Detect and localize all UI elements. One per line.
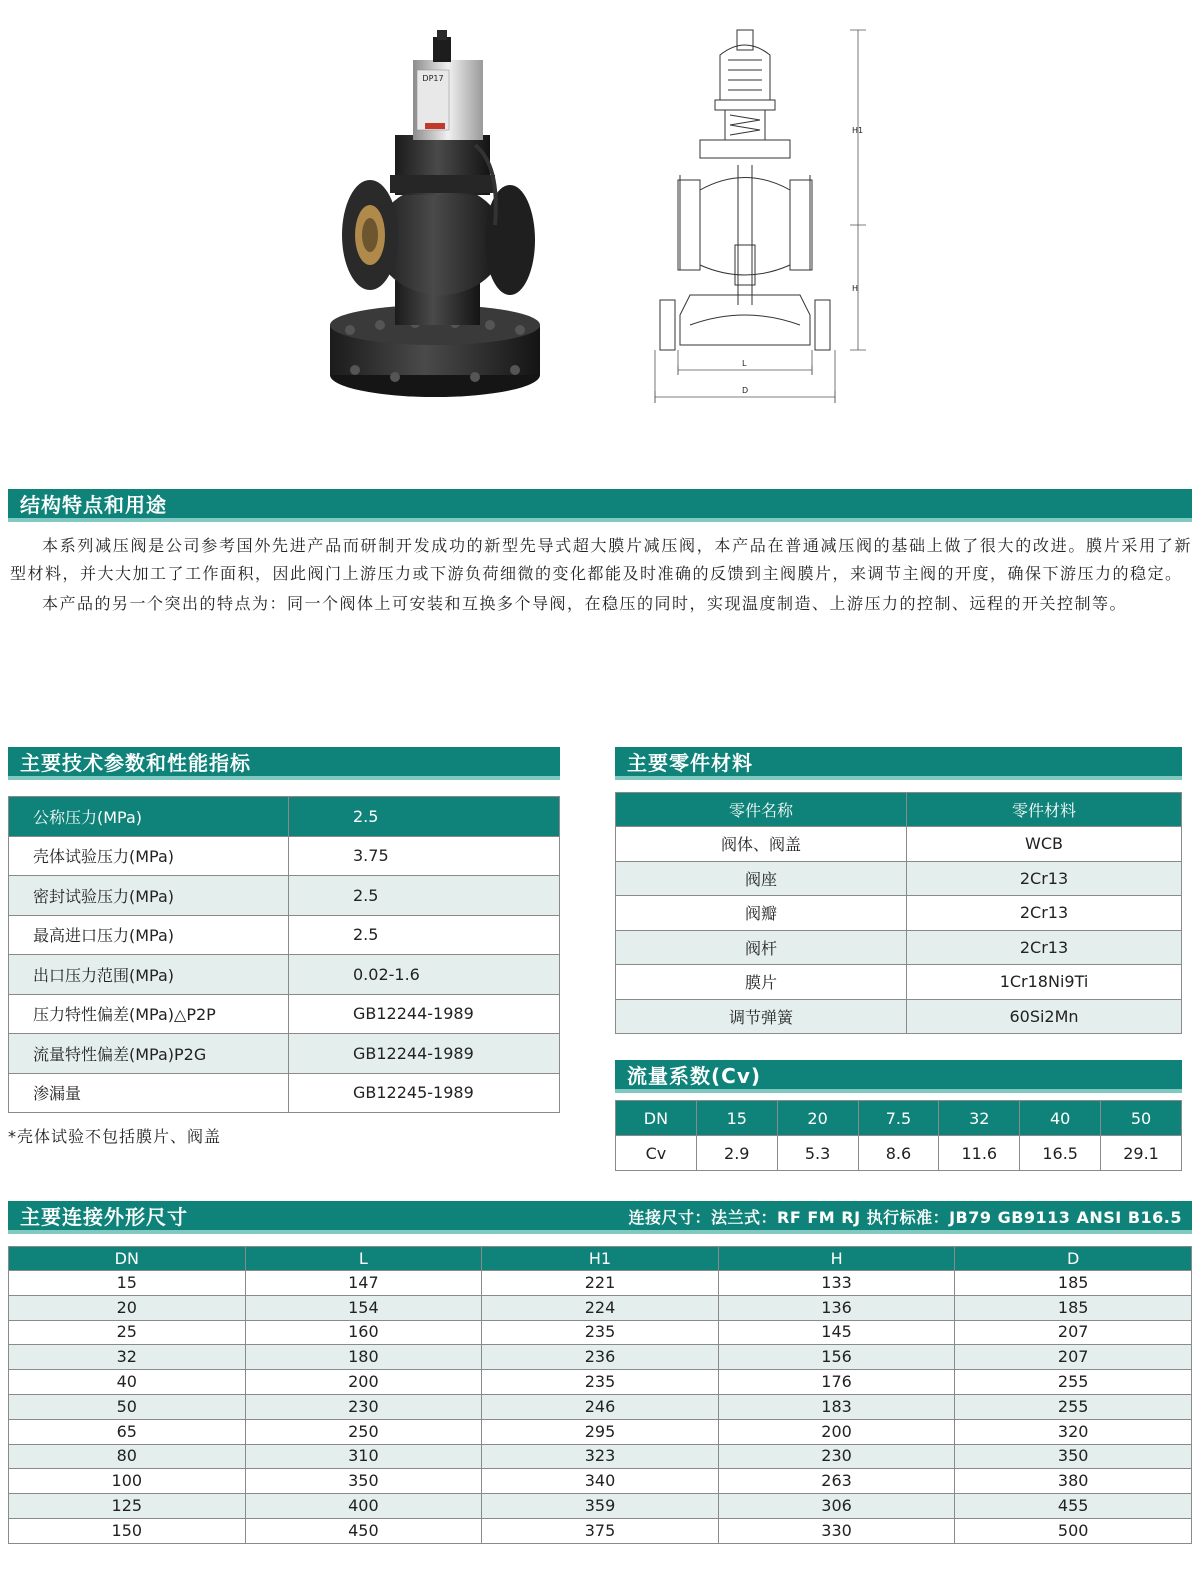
intro-paragraph: 本系列减压阀是公司参考国外先进产品而研制开发成功的新型先导式超大膜片减压阀，本产品在普通减压阀的基础上做了很大的改进。膜片采用了新型材料，并大大加工了工作面积，因此阀门上游压力或下游负荷细微的变化都能及时准确的反馈到主阀膜片，来调节主阀的开度，确保下游压力的稳定。 <box>10 536 1192 583</box>
section-header-dimensions <box>8 1201 1192 1234</box>
column-header: 32 <box>939 1101 1020 1136</box>
table-row <box>9 955 560 995</box>
column-header: H <box>718 1247 955 1271</box>
column-header: 零件名称 <box>616 793 907 827</box>
param-value: GB12244-1989 <box>289 1034 560 1074</box>
table-cell: 200 <box>245 1370 482 1395</box>
table-cell: 246 <box>482 1394 719 1419</box>
dimensions-table <box>8 1246 1192 1544</box>
table-cell: 2.9 <box>696 1136 777 1171</box>
tech-footnote: *壳体试验不包括膜片、阀盖 <box>8 1127 222 1146</box>
table-cell: 250 <box>245 1419 482 1444</box>
table-cell: 133 <box>718 1271 955 1296</box>
section-title: 结构特点和用途 <box>20 493 167 517</box>
param-name: 最高进口压力(MPa) <box>9 915 289 955</box>
section-title: 流量系数(Cv) <box>627 1064 761 1088</box>
table-cell: 263 <box>718 1469 955 1494</box>
table-row <box>616 861 1182 896</box>
column-header: D <box>955 1247 1192 1271</box>
column-header: L <box>245 1247 482 1271</box>
table-cell: 160 <box>245 1320 482 1345</box>
column-header: H1 <box>482 1247 719 1271</box>
table-cell: 150 <box>9 1518 246 1543</box>
table-row <box>9 1394 1192 1419</box>
table-cell: 207 <box>955 1345 1192 1370</box>
drawing-label-h1: H1 <box>852 126 864 135</box>
table-cell: 400 <box>245 1494 482 1519</box>
table-cell: 100 <box>9 1469 246 1494</box>
table-cell: 80 <box>9 1444 246 1469</box>
column-header: 零件材料 <box>907 793 1182 827</box>
table-cell: 255 <box>955 1394 1192 1419</box>
table-cell: 65 <box>9 1419 246 1444</box>
param-name: 壳体试验压力(MPa) <box>9 836 289 876</box>
table-cell: 221 <box>482 1271 719 1296</box>
table-cell: 330 <box>718 1518 955 1543</box>
table-cell: 350 <box>955 1444 1192 1469</box>
tech-params-table <box>8 796 560 1113</box>
part-name: 阀座 <box>616 861 907 896</box>
table-cell: 20 <box>9 1295 246 1320</box>
drawing-label-d: D <box>742 386 749 395</box>
photo-label: DP17 <box>422 74 444 83</box>
table-cell: 320 <box>955 1419 1192 1444</box>
table-row <box>616 965 1182 1000</box>
table-cell: 147 <box>245 1271 482 1296</box>
table-row <box>616 827 1182 862</box>
table-cell: 5.3 <box>777 1136 858 1171</box>
section-header-materials <box>615 747 1182 780</box>
part-name: 阀体、阀盖 <box>616 827 907 862</box>
table-row <box>9 1345 1192 1370</box>
table-cell: 224 <box>482 1295 719 1320</box>
drawing-label-h: H <box>852 284 859 293</box>
table-cell: 25 <box>9 1320 246 1345</box>
table-cell: 29.1 <box>1101 1136 1182 1171</box>
table-header-row <box>616 1101 1182 1136</box>
table-cell: 11.6 <box>939 1136 1020 1171</box>
column-header: 20 <box>777 1101 858 1136</box>
param-value: GB12245-1989 <box>289 1073 560 1113</box>
section-title: 主要技术参数和性能指标 <box>20 751 251 775</box>
flow-coefficient-table <box>615 1100 1182 1171</box>
table-row <box>9 1073 560 1113</box>
section-title: 主要连接外形尺寸 <box>20 1205 188 1229</box>
param-value: 3.75 <box>289 836 560 876</box>
table-cell: 154 <box>245 1295 482 1320</box>
table-cell: 16.5 <box>1020 1136 1101 1171</box>
table-row <box>9 1034 560 1074</box>
table-row <box>9 876 560 916</box>
table-row <box>9 994 560 1034</box>
table-cell: 455 <box>955 1494 1192 1519</box>
table-cell: 180 <box>245 1345 482 1370</box>
part-name: 膜片 <box>616 965 907 1000</box>
table-row <box>616 999 1182 1034</box>
table-cell: 450 <box>245 1518 482 1543</box>
table-cell: 125 <box>9 1494 246 1519</box>
table-row <box>9 1295 1192 1320</box>
table-cell: 50 <box>9 1394 246 1419</box>
table-cell: 15 <box>9 1271 246 1296</box>
section-header-flow <box>615 1060 1182 1093</box>
drawing-label-l: L <box>742 359 747 368</box>
table-cell: Cv <box>616 1136 697 1171</box>
table-cell: 200 <box>718 1419 955 1444</box>
param-name: 压力特性偏差(MPa)△P2P <box>9 994 289 1034</box>
part-material: 60Si2Mn <box>907 999 1182 1034</box>
table-cell: 310 <box>245 1444 482 1469</box>
table-cell: 156 <box>718 1345 955 1370</box>
connection-standard-note: 连接尺寸：法兰式：RF FM RJ 执行标准：JB79 GB9113 ANSI B16.5 <box>628 1208 1182 1227</box>
param-value: 2.5 <box>289 797 560 837</box>
section-header-structure <box>8 489 1192 522</box>
table-row <box>9 1370 1192 1395</box>
column-header: 7.5 <box>858 1101 939 1136</box>
table-row <box>9 1469 1192 1494</box>
column-header: DN <box>9 1247 246 1271</box>
table-cell: 235 <box>482 1320 719 1345</box>
table-row <box>9 836 560 876</box>
table-cell: 185 <box>955 1295 1192 1320</box>
table-row <box>9 1494 1192 1519</box>
param-name: 出口压力范围(MPa) <box>9 955 289 995</box>
table-row <box>9 797 560 837</box>
table-row <box>9 1518 1192 1543</box>
table-cell: 500 <box>955 1518 1192 1543</box>
table-cell: 359 <box>482 1494 719 1519</box>
intro-text <box>10 532 1192 618</box>
param-name: 渗漏量 <box>9 1073 289 1113</box>
table-cell: 8.6 <box>858 1136 939 1171</box>
table-cell: 185 <box>955 1271 1192 1296</box>
param-name: 流量特性偏差(MPa)P2G <box>9 1034 289 1074</box>
table-row <box>9 915 560 955</box>
param-name: 密封试验压力(MPa) <box>9 876 289 916</box>
table-cell: 136 <box>718 1295 955 1320</box>
part-name: 调节弹簧 <box>616 999 907 1034</box>
table-row <box>616 1136 1182 1171</box>
table-cell: 235 <box>482 1370 719 1395</box>
part-material: 1Cr18Ni9Ti <box>907 965 1182 1000</box>
column-header: 50 <box>1101 1101 1182 1136</box>
part-material: 2Cr13 <box>907 861 1182 896</box>
table-header-row <box>9 1247 1192 1271</box>
column-header: 15 <box>696 1101 777 1136</box>
valve-dimension-drawing <box>630 25 870 410</box>
table-row <box>9 1271 1192 1296</box>
materials-table <box>615 792 1182 1034</box>
table-cell: 207 <box>955 1320 1192 1345</box>
table-row <box>616 930 1182 965</box>
table-row <box>9 1320 1192 1345</box>
table-cell: 323 <box>482 1444 719 1469</box>
part-name: 阀杆 <box>616 930 907 965</box>
table-cell: 350 <box>245 1469 482 1494</box>
table-cell: 40 <box>9 1370 246 1395</box>
table-cell: 255 <box>955 1370 1192 1395</box>
part-name: 阀瓣 <box>616 896 907 931</box>
section-title: 主要零件材料 <box>627 751 753 775</box>
intro-paragraph: 本产品的另一个突出的特点为：同一个阀体上可安装和互换多个导阀，在稳压的同时，实现温度制造、上游压力的控制、远程的开关控制等。 <box>42 594 1128 613</box>
part-material: 2Cr13 <box>907 930 1182 965</box>
param-value: 2.5 <box>289 876 560 916</box>
section-header-tech <box>8 747 560 780</box>
table-cell: 230 <box>718 1444 955 1469</box>
table-row <box>9 1444 1192 1469</box>
table-cell: 236 <box>482 1345 719 1370</box>
column-header: 40 <box>1020 1101 1101 1136</box>
table-cell: 32 <box>9 1345 246 1370</box>
table-cell: 380 <box>955 1469 1192 1494</box>
table-cell: 183 <box>718 1394 955 1419</box>
param-value: 2.5 <box>289 915 560 955</box>
param-value: 0.02-1.6 <box>289 955 560 995</box>
valve-photo <box>325 25 550 410</box>
table-row <box>616 896 1182 931</box>
param-value: GB12244-1989 <box>289 994 560 1034</box>
table-header-row <box>616 793 1182 827</box>
table-row <box>9 1419 1192 1444</box>
part-material: 2Cr13 <box>907 896 1182 931</box>
table-cell: 295 <box>482 1419 719 1444</box>
column-header: DN <box>616 1101 697 1136</box>
part-material: WCB <box>907 827 1182 862</box>
table-cell: 375 <box>482 1518 719 1543</box>
table-cell: 176 <box>718 1370 955 1395</box>
table-cell: 230 <box>245 1394 482 1419</box>
table-cell: 340 <box>482 1469 719 1494</box>
table-cell: 306 <box>718 1494 955 1519</box>
table-cell: 145 <box>718 1320 955 1345</box>
param-name: 公称压力(MPa) <box>9 797 289 837</box>
